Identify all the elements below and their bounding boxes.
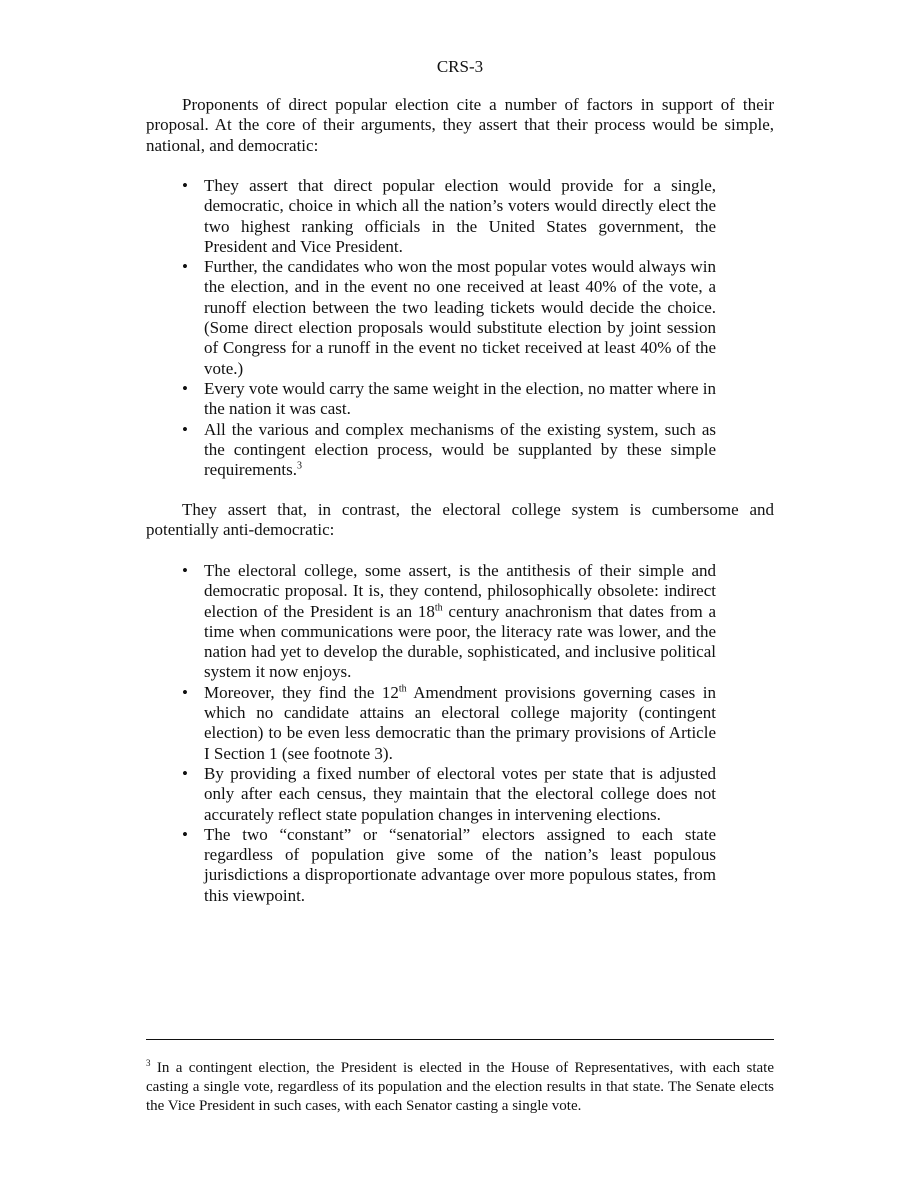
list-item: [146, 379, 716, 420]
list-item: [146, 683, 716, 764]
list-item: [146, 764, 716, 825]
bullet-icon: •: [182, 378, 188, 398]
paragraph-intro-text: Proponents of direct popular election cite a number of factors in support of their proposal. At the core of their arguments, they assert that their process would be simple, national, and democratic:: [146, 95, 774, 155]
list-item-text-start: Moreover, they find the 12: [204, 682, 399, 702]
list-item: [146, 257, 716, 379]
footnote-text: In a contingent election, the President is elected in the House of Representatives, with each state casting a single vote, regardless of its population and the election results in that state. The Senate elects the Vice President in such cases, with each Senator casting a single vote.: [146, 1060, 775, 1114]
proponents-arguments-list: [146, 176, 716, 480]
bullet-icon: •: [182, 561, 188, 580]
list-item: [146, 420, 716, 481]
list-item: [146, 176, 716, 257]
list-item: [146, 561, 716, 683]
ordinal-suffix: th: [398, 683, 407, 695]
list-item-text-end: Amendment provisions governing cases in which no candidate attains an electoral college majority (contingent election) to be even less democratic than the primary provisions of Article I Section 1 (see footnote 3).: [204, 682, 716, 763]
list-item-text: They assert that direct popular election would provide for a single, democratic, choice in which all the nation’s voters would directly elect the two highest ranking officials in the United States government, the President and Vice President.: [204, 176, 716, 256]
footnote-divider: [146, 1039, 774, 1040]
ordinal-suffix: th: [434, 601, 443, 613]
bullet-icon: •: [182, 176, 188, 195]
list-item-text-end: century anachronism that dates from a time when communications were poor, the literacy rate was lower, and the nation had yet to develop the durable, sophisticated, and inclusive political system it now enjoys.: [204, 601, 716, 682]
list-item-text-start: The electoral college, some assert, is the antithesis of their simple and democratic proposal. It is, they contend, philosophically obsolete: indirect election of the President is an 18: [204, 561, 716, 621]
list-item: [146, 825, 716, 906]
bullet-icon: •: [182, 419, 188, 439]
footnote: [146, 1059, 774, 1116]
list-item-text: All the various and complex mechanisms of the existing system, such as the contingent election process, would be supplanted by these simple requirements.: [204, 419, 716, 480]
bullet-icon: •: [182, 257, 188, 277]
electoral-college-criticisms-list: [146, 561, 716, 906]
footnote-reference[interactable]: 3: [297, 460, 302, 472]
list-item-text: By providing a fixed number of electoral votes per state that is adjusted only after each census, they maintain that the electoral college does not accurately reflect state population changes in intervening elections.: [204, 763, 716, 824]
paragraph-intro: [146, 95, 774, 156]
list-item-text: Further, the candidates who won the most popular votes would always win the election, and in the event no one received at least 40% of the vote, a runoff election between the two leading tickets would decide the choice. (Some direct election proposals would substitute election by joint session of Congress for a runoff in the event no ticket received at least 40% of the vote.): [204, 257, 716, 378]
page-number: CRS-3: [436, 57, 484, 76]
bullet-icon: •: [182, 682, 188, 702]
footnote-number: 3: [146, 1058, 151, 1068]
list-item-text: Every vote would carry the same weight in the election, no matter where in the nation it was cast.: [204, 378, 716, 419]
bullet-icon: •: [182, 763, 188, 783]
paragraph-contrast: [146, 500, 774, 541]
bullet-icon: •: [182, 824, 188, 844]
list-item-text: The two “constant” or “senatorial” electors assigned to each state regardless of population give some of the nation’s least populous jurisdictions a disproportionate advantage over more populous states, from this viewpoint.: [204, 824, 716, 905]
paragraph-contrast-text: They assert that, in contrast, the electoral college system is cumbersome and potentially anti-democratic:: [146, 500, 774, 540]
